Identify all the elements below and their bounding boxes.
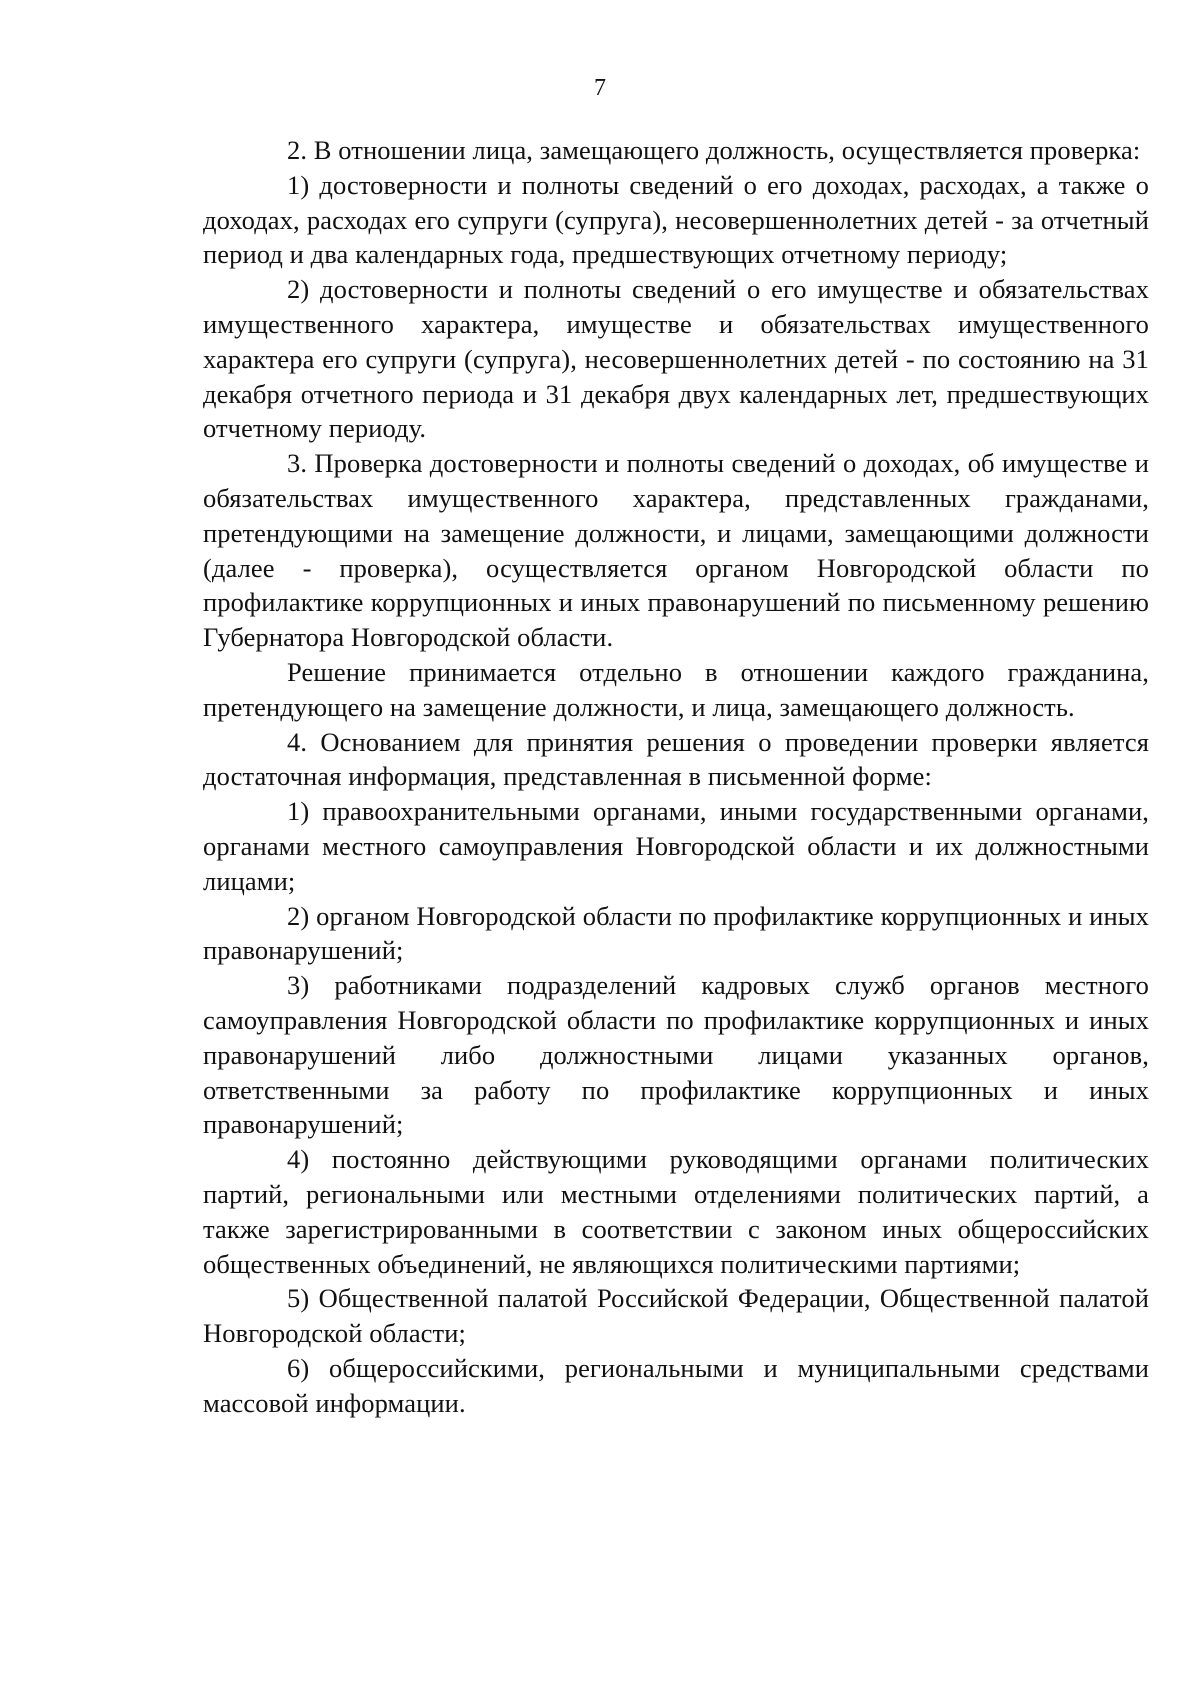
paragraph-item-3: 3. Проверка достоверности и полноты сведений о доходах, об имуществе и обязательствах имущественного характера, представленных гражданами, претендующими на замещение должности, и лицами, замещающими должности (далее - проверка), осуществляется органом Новгородской области по профилактике коррупционных и иных правонарушений по письменному решению Губернатора Новгородской области. xyxy=(203,448,1149,653)
paragraph-subitem-4-5: 5) Общественной палатой Российской Федерации, Общественной палатой Новгородской области; xyxy=(203,1283,1149,1349)
paragraph-item-2: 2. В отношении лица, замещающего должность, осуществляется проверка: xyxy=(287,135,1141,165)
paragraph-subitem-4-6: 6) общероссийскими, региональными и муниципальными средствами массовой информации. xyxy=(203,1352,1149,1418)
document-body xyxy=(203,133,1149,1420)
paragraph-subitem-4-4: 4) постоянно действующими руководящими органами политических партий, региональными или местными отделениями политических партий, а также зарегистрированными в соответствии с законом иных общероссийских общественных объединений, не являющихся политическими партиями; xyxy=(203,1144,1149,1279)
paragraph-subitem-4-3: 3) работниками подразделений кадровых служб органов местного самоуправления Новгородской области по профилактике коррупционных и иных правонарушений либо должностными лицами указанных органов, ответственными за работу по профилактике коррупционных и иных правонарушений; xyxy=(203,970,1149,1140)
page-number: 7 xyxy=(594,75,606,101)
paragraph-subitem-4-2: 2) органом Новгородской области по профилактике коррупционных и иных правонарушений; xyxy=(203,900,1149,966)
paragraph-decision: Решение принимается отдельно в отношении каждого гражданина, претендующего на замещение должности, и лица, замещающего должность. xyxy=(203,656,1149,722)
paragraph-subitem-2-2: 2) достоверности и полноты сведений о его имуществе и обязательствах имущественного характера, имуществе и обязательствах имущественного характера его супруги (супруга), несовершеннолетних детей - по состоянию на 31 декабря отчетного периода и 31 декабря двух календарных лет, предшествующих отчетному периоду. xyxy=(203,274,1149,444)
paragraph-subitem-4-1: 1) правоохранительными органами, иными государственными органами, органами местного самоуправления Новгородской области и их должностными лицами; xyxy=(203,796,1149,896)
paragraph-item-4: 4. Основанием для принятия решения о проведении проверки является достаточная информация, представленная в письменной форме: xyxy=(203,726,1149,792)
paragraph-subitem-2-1: 1) достоверности и полноты сведений о его доходах, расходах, а также о доходах, расходах его супруги (супруга), несовершеннолетних детей - за отчетный период и два календарных года, предшествующих отчетному периоду; xyxy=(203,169,1149,270)
